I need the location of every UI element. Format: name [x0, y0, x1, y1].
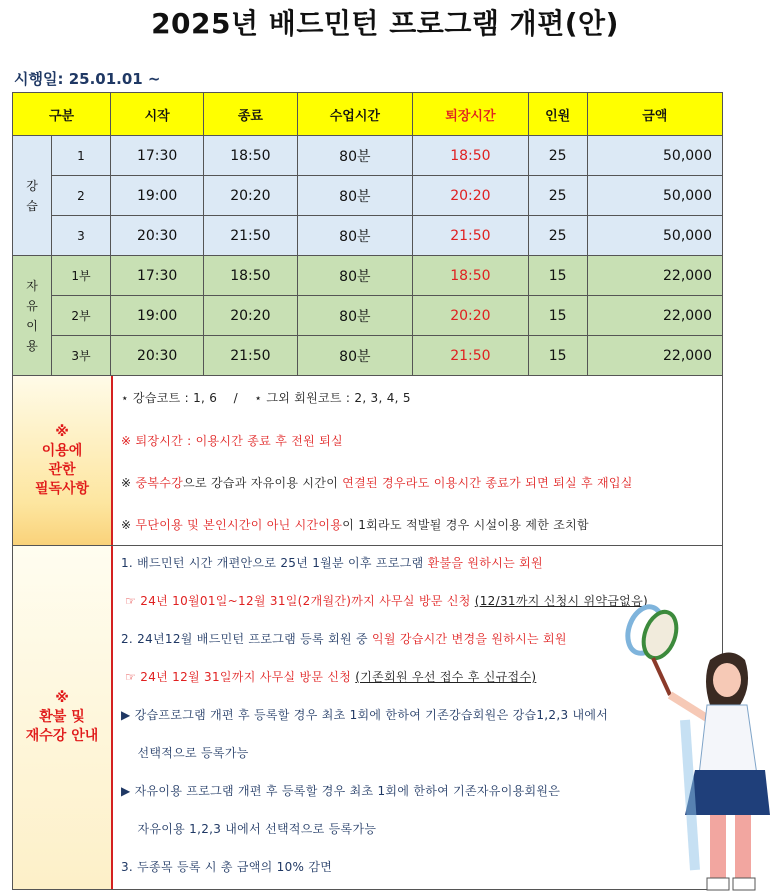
notice-line: [121, 474, 633, 491]
refund-label-line: 재수강 안내: [25, 728, 99, 744]
text-segment: 환불을 원하시는 회원: [427, 556, 543, 570]
effective-date: 시행일: 25.01.01 ~: [14, 70, 161, 88]
price: 50,000: [587, 136, 722, 176]
column-header: 인원: [528, 93, 587, 136]
text-segment: ※ 퇴장시간 : 이용시간 종료 후 전원 퇴실: [121, 434, 343, 448]
text-segment: ▶ 자유이용 프로그램 개편 후 등록할 경우 최초 1회에 한하여 기존자유이용회원은: [121, 784, 561, 798]
start-time: 17:30: [111, 136, 204, 176]
price: 50,000: [587, 216, 722, 256]
start-time: 20:30: [111, 216, 204, 256]
capacity: 15: [528, 336, 587, 376]
session-number: 1부: [52, 256, 111, 296]
capacity: 15: [528, 256, 587, 296]
start-time: 19:00: [111, 296, 204, 336]
notice-label-line: 관한: [48, 461, 76, 478]
text-segment: 이 1회라도 적발될 경우 시설이용 제한 조치함: [342, 518, 589, 532]
group-label: 강 습: [13, 136, 52, 256]
capacity: 15: [528, 296, 587, 336]
table-row: [13, 216, 723, 256]
class-duration: 80분: [297, 296, 413, 336]
text-segment: 연결된 경우라도 이용시간 종료가 되면 퇴실 후 재입실: [342, 476, 633, 490]
refund-line: [121, 782, 560, 799]
text-segment: ☞ 24년 10월01일~12월 31일(2개월간)까지 사무실 방문 신청: [121, 594, 475, 608]
start-time: 19:00: [111, 176, 204, 216]
text-segment: (12/31까지 신청시 위약금없음): [474, 594, 648, 608]
exit-time: 21:50: [413, 336, 529, 376]
text-segment: 2. 24년12월 배드민턴 프로그램 등록 회원 중: [121, 632, 372, 646]
refund-label-line: 환불 및: [39, 709, 85, 725]
session-number: 3부: [52, 336, 111, 376]
refund-line: [121, 858, 332, 875]
end-time: 20:20: [204, 176, 297, 216]
capacity: 25: [528, 136, 587, 176]
text-segment: ※: [121, 476, 136, 490]
table-row: [13, 176, 723, 216]
class-duration: 80분: [297, 176, 413, 216]
exit-time: 21:50: [413, 216, 529, 256]
column-header: 금액: [587, 93, 722, 136]
exit-time: 18:50: [413, 136, 529, 176]
class-duration: 80분: [297, 216, 413, 256]
capacity: 25: [528, 216, 587, 256]
notice-line: [121, 432, 343, 449]
text-segment: 중복수강: [135, 476, 184, 490]
text-segment: ☞ 24년 12월 31일까지 사무실 방문 신청: [121, 670, 356, 684]
end-time: 18:50: [204, 136, 297, 176]
capacity: 25: [528, 176, 587, 216]
column-header: 종료: [204, 93, 297, 136]
price: 22,000: [587, 256, 722, 296]
notice-mark: ※: [55, 423, 69, 440]
column-header: 시작: [111, 93, 204, 136]
end-time: 18:50: [204, 256, 297, 296]
notice-line: [121, 516, 589, 533]
start-time: 20:30: [111, 336, 204, 376]
refund-line: [121, 630, 567, 647]
text-segment: 익월 강습시간 변경을 원하시는 회원: [371, 632, 567, 646]
end-time: 21:50: [204, 336, 297, 376]
table-row: [13, 256, 723, 296]
text-segment: ▶ 강습프로그램 개편 후 등록할 경우 최초 1회에 한하여 기존강습회원은 강습1,2,3 내에서: [121, 708, 609, 722]
refund-line: [121, 592, 648, 609]
end-time: 20:20: [204, 296, 297, 336]
session-number: 2: [52, 176, 111, 216]
notice-label: [13, 376, 113, 545]
exit-time: 18:50: [413, 256, 529, 296]
notice-line: [121, 389, 411, 406]
session-number: 3: [52, 216, 111, 256]
refund-line: [121, 706, 608, 723]
table-row: [13, 136, 723, 176]
refund-mark: ※: [55, 690, 69, 706]
text-segment: 으로 강습과 자유이용 시간이: [183, 476, 343, 490]
exit-time: 20:20: [413, 296, 529, 336]
text-segment: ⋆ 강습코트 : 1, 6 / ⋆ 그외 회원코트 : 2, 3, 4, 5: [121, 391, 411, 405]
refund-line: [121, 744, 249, 761]
text-segment: 3. 두종목 등록 시 총 금액의 10% 감면: [121, 860, 333, 874]
refund-line: [121, 554, 543, 571]
text-segment: 1. 배드민턴 시간 개편안으로 25년 1월분 이후 프로그램: [121, 556, 428, 570]
table-header-row: [13, 93, 723, 136]
refund-line: [121, 820, 376, 837]
table-row: [13, 296, 723, 336]
session-number: 2부: [52, 296, 111, 336]
column-header: 퇴장시간: [413, 93, 529, 136]
table-row: [13, 336, 723, 376]
notice-label-line: 필독사항: [34, 480, 90, 497]
refund-label: [13, 546, 113, 889]
price: 50,000: [587, 176, 722, 216]
class-duration: 80분: [297, 256, 413, 296]
end-time: 21:50: [204, 216, 297, 256]
price: 22,000: [587, 336, 722, 376]
text-segment: 자유이용 1,2,3 내에서 선택적으로 등록가능: [121, 822, 377, 836]
schedule-table: [12, 92, 723, 376]
notice-label-line: 이용에: [41, 442, 83, 459]
notice-lines: [113, 376, 722, 545]
group-label: 자 유 이 용: [13, 256, 52, 376]
class-duration: 80분: [297, 136, 413, 176]
session-number: 1: [52, 136, 111, 176]
text-segment: (기존회원 우선 접수 후 신규접수): [355, 670, 537, 684]
tennis-player-illustration: [615, 600, 770, 895]
page-title: 2025년 배드민턴 프로그램 개편(안): [151, 7, 619, 40]
text-segment: 무단이용 및 본인시간이 아닌 시간이용: [135, 518, 343, 532]
start-time: 17:30: [111, 256, 204, 296]
column-header: 구분: [13, 93, 111, 136]
column-header: 수업시간: [297, 93, 413, 136]
notice-section: [12, 375, 723, 546]
refund-line: [121, 668, 536, 685]
class-duration: 80분: [297, 336, 413, 376]
price: 22,000: [587, 296, 722, 336]
text-segment: 선택적으로 등록가능: [121, 746, 249, 760]
text-segment: ※: [121, 518, 136, 532]
exit-time: 20:20: [413, 176, 529, 216]
